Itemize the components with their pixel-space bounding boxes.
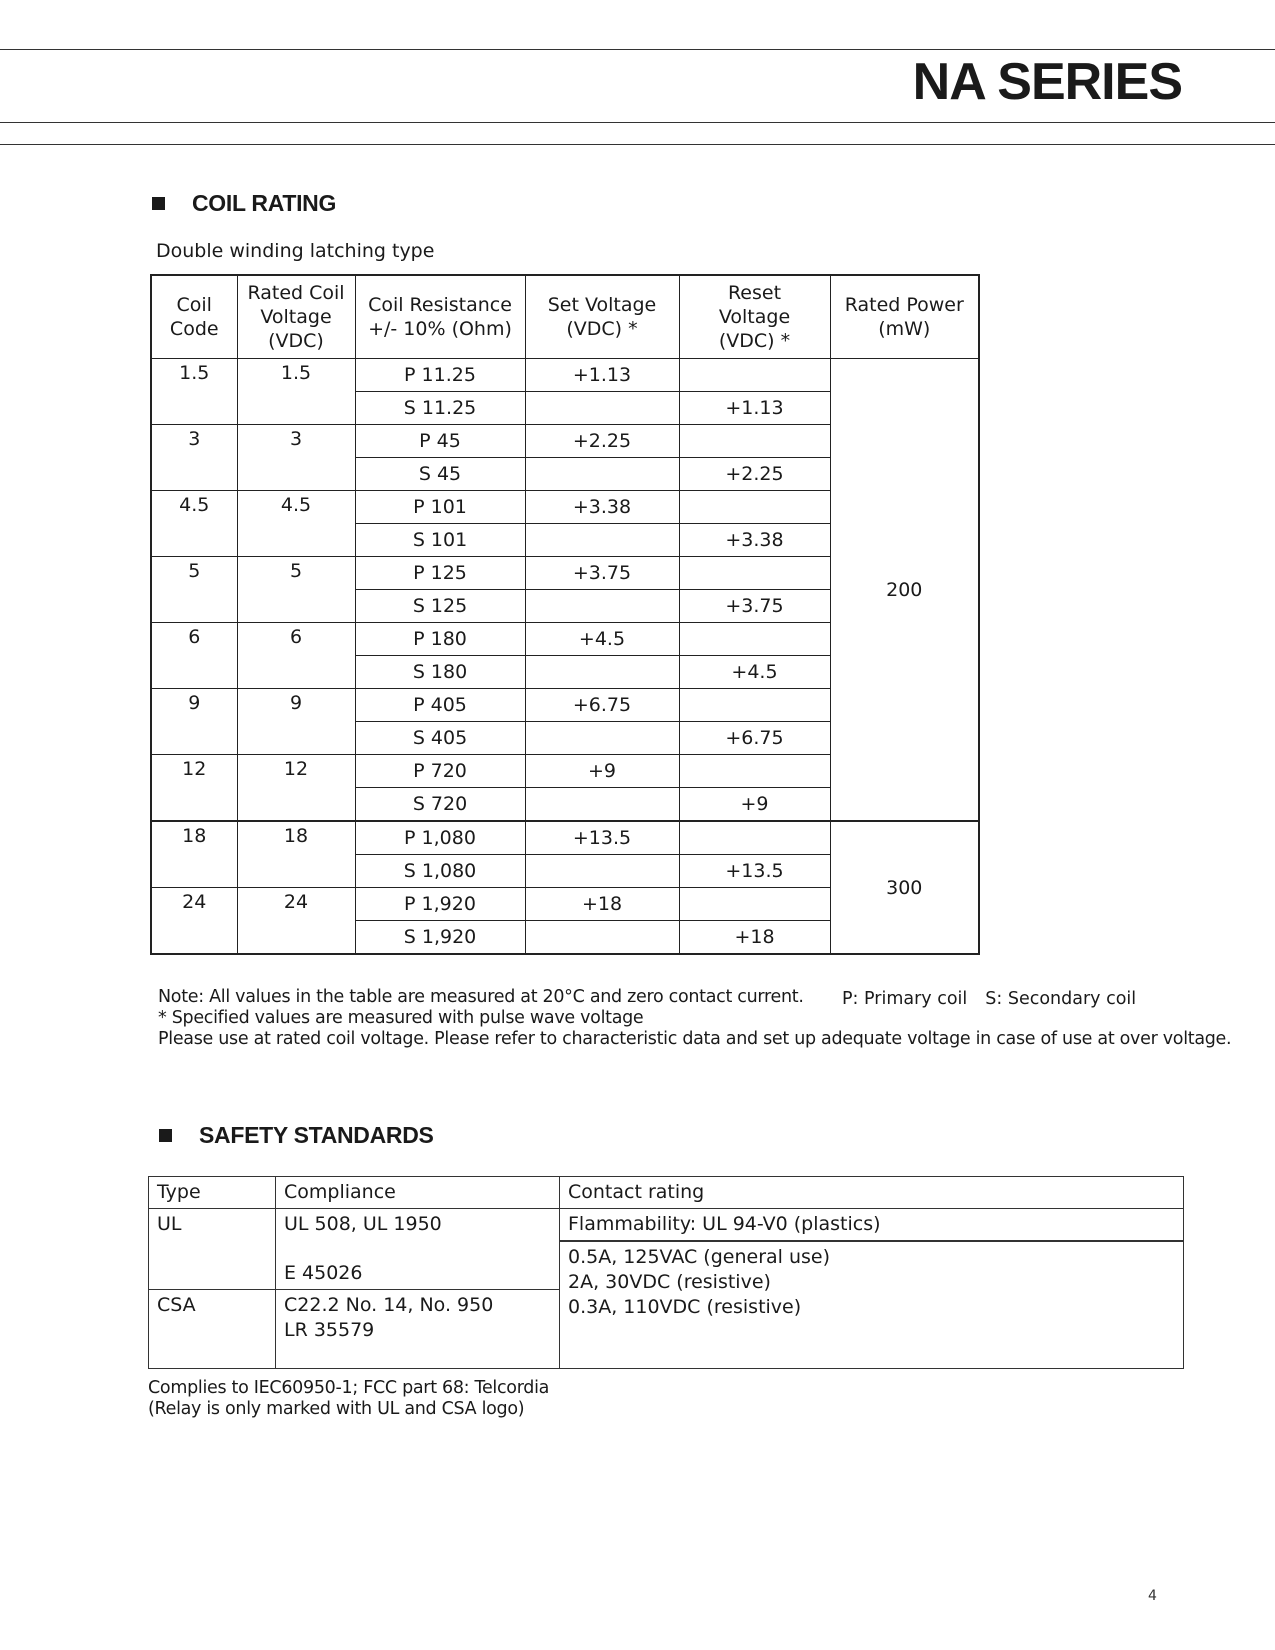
csa-type: CSA (149, 1290, 276, 1369)
coil-resistance-cell: S 45 (355, 458, 525, 491)
coil-resistance-cell: P 405 (355, 689, 525, 722)
square-bullet-icon (152, 197, 165, 210)
set-voltage-cell: +3.38 (525, 491, 679, 524)
rated-voltage-cell: 6 (237, 623, 355, 689)
header-rule-2 (0, 144, 1275, 145)
coil-code-cell: 6 (151, 623, 237, 689)
coil-resistance-cell: S 101 (355, 524, 525, 557)
coil-resistance-cell: P 1,080 (355, 821, 525, 855)
footnote-compliance: Complies to IEC60950-1; FCC part 68: Telcordia (148, 1378, 550, 1398)
reset-voltage-cell (679, 491, 830, 524)
safety-standards-heading (159, 1122, 434, 1149)
set-voltage-cell (525, 458, 679, 491)
rated-voltage-cell: 24 (237, 888, 355, 955)
coil-code-cell: 5 (151, 557, 237, 623)
reset-voltage-cell (679, 359, 830, 392)
csa-standards: C22.2 No. 14, No. 950 (284, 1294, 494, 1316)
reset-voltage-cell: +2.25 (679, 458, 830, 491)
set-voltage-cell: +4.5 (525, 623, 679, 656)
rated-voltage-cell: 1.5 (237, 359, 355, 425)
reset-voltage-cell (679, 888, 830, 921)
page-number: 4 (1148, 1588, 1157, 1604)
reset-voltage-cell (679, 821, 830, 855)
column-header (525, 275, 679, 359)
set-voltage-cell (525, 788, 679, 822)
column-header-line: Rated Coil (247, 282, 345, 304)
safety-standards-table (148, 1176, 1184, 1369)
column-header-line: (VDC) (268, 330, 324, 352)
ul-compliance (276, 1209, 560, 1290)
column-header-line: Rated Power (844, 294, 964, 316)
column-header-line: Code (169, 318, 219, 340)
set-voltage-cell: +1.13 (525, 359, 679, 392)
safety-header-type: Type (149, 1177, 276, 1209)
safety-header-compliance: Compliance (276, 1177, 560, 1209)
ul-standards: UL 508, UL 1950 (284, 1213, 442, 1235)
rating-line: 0.5A, 125VAC (general use) (568, 1246, 831, 1268)
column-header-line: +/- 10% (Ohm) (368, 318, 512, 340)
rated-power-cell: 200 (830, 359, 979, 822)
ul-file: E 45026 (284, 1262, 363, 1284)
column-header (237, 275, 355, 359)
reset-voltage-cell (679, 623, 830, 656)
rated-voltage-cell: 18 (237, 821, 355, 888)
column-header (679, 275, 830, 359)
set-voltage-cell: +9 (525, 755, 679, 788)
reset-voltage-cell: +13.5 (679, 855, 830, 888)
column-header-line: (mW) (878, 318, 931, 340)
coil-resistance-cell: S 1,080 (355, 855, 525, 888)
coil-table-subtitle: Double winding latching type (156, 240, 435, 262)
coil-code-cell: 9 (151, 689, 237, 755)
rating-line: 0.3A, 110VDC (resistive) (568, 1296, 802, 1318)
flammability-rating: Flammability: UL 94-V0 (plastics) (560, 1209, 1184, 1242)
coil-code-cell: 1.5 (151, 359, 237, 425)
column-header (355, 275, 525, 359)
reset-voltage-cell (679, 755, 830, 788)
coil-resistance-cell: P 45 (355, 425, 525, 458)
coil-code-cell: 12 (151, 755, 237, 822)
set-voltage-cell (525, 921, 679, 955)
coil-rating-heading (152, 190, 336, 217)
page-title: NA SERIES (912, 53, 1182, 111)
coil-resistance-cell: S 11.25 (355, 392, 525, 425)
rated-voltage-cell: 5 (237, 557, 355, 623)
legend-primary: P: Primary coil (842, 989, 968, 1009)
column-header (830, 275, 979, 359)
rated-voltage-cell: 3 (237, 425, 355, 491)
reset-voltage-cell (679, 425, 830, 458)
coil-resistance-cell: S 405 (355, 722, 525, 755)
table-row (151, 821, 979, 855)
coil-rating-table (150, 274, 980, 955)
table-row (151, 359, 979, 392)
set-voltage-cell (525, 392, 679, 425)
ul-type: UL (149, 1209, 276, 1290)
set-voltage-cell (525, 656, 679, 689)
note-pulse-wave: * Specified values are measured with pulse wave voltage (158, 1008, 644, 1028)
column-header-line: Reset (727, 282, 782, 304)
set-voltage-cell (525, 524, 679, 557)
column-header-line: (VDC) * (566, 318, 638, 340)
reset-voltage-cell (679, 689, 830, 722)
table-row (149, 1209, 1184, 1242)
coil-code-cell: 4.5 (151, 491, 237, 557)
column-header-line: (VDC) * (718, 330, 791, 352)
footnote-marking: (Relay is only marked with UL and CSA logo) (148, 1399, 525, 1419)
coil-resistance-cell: S 1,920 (355, 921, 525, 955)
coil-resistance-cell: S 180 (355, 656, 525, 689)
coil-rating-heading-text: COIL RATING (192, 190, 337, 216)
reset-voltage-cell: +9 (679, 788, 830, 822)
reset-voltage-cell: +4.5 (679, 656, 830, 689)
rated-power-cell: 300 (830, 821, 979, 954)
square-bullet-icon (159, 1129, 172, 1142)
rated-voltage-cell: 9 (237, 689, 355, 755)
set-voltage-cell (525, 722, 679, 755)
set-voltage-cell: +2.25 (525, 425, 679, 458)
coil-code-cell: 3 (151, 425, 237, 491)
coil-resistance-cell: S 125 (355, 590, 525, 623)
csa-compliance (276, 1290, 560, 1369)
reset-voltage-cell: +3.38 (679, 524, 830, 557)
rating-line: 2A, 30VDC (resistive) (568, 1271, 771, 1293)
coil-resistance-cell: S 720 (355, 788, 525, 822)
column-header-line: Set Voltage (547, 294, 657, 316)
coil-resistance-cell: P 101 (355, 491, 525, 524)
coil-code-cell: 24 (151, 888, 237, 955)
set-voltage-cell: +3.75 (525, 557, 679, 590)
rated-voltage-cell: 4.5 (237, 491, 355, 557)
column-header-line: Coil (176, 294, 212, 316)
header-rule-1 (0, 122, 1275, 123)
coil-resistance-cell: P 11.25 (355, 359, 525, 392)
table-header-row (151, 275, 979, 359)
rated-voltage-cell: 12 (237, 755, 355, 822)
csa-file: LR 35579 (284, 1319, 375, 1341)
coil-resistance-cell: P 1,920 (355, 888, 525, 921)
safety-header-contact: Contact rating (560, 1177, 1184, 1209)
reset-voltage-cell (679, 557, 830, 590)
reset-voltage-cell: +3.75 (679, 590, 830, 623)
legend-secondary: S: Secondary coil (985, 989, 1137, 1009)
reset-voltage-cell: +1.13 (679, 392, 830, 425)
header-top-rule (0, 49, 1275, 50)
safety-heading-text: SAFETY STANDARDS (199, 1122, 434, 1148)
coil-legend (842, 989, 1136, 1009)
set-voltage-cell: +13.5 (525, 821, 679, 855)
table-row (149, 1177, 1184, 1209)
note-rated-voltage: Please use at rated coil voltage. Please refer to characteristic data and set up adequate voltage in case of use at over voltage. (158, 1029, 1232, 1049)
contact-ratings (560, 1241, 1184, 1369)
coil-resistance-cell: P 125 (355, 557, 525, 590)
set-voltage-cell: +6.75 (525, 689, 679, 722)
column-header-line: Coil Resistance (368, 294, 512, 316)
column-header-line: Voltage (718, 306, 791, 328)
note-measurement: Note: All values in the table are measured at 20°C and zero contact current. (158, 987, 804, 1007)
reset-voltage-cell: +18 (679, 921, 830, 955)
set-voltage-cell (525, 590, 679, 623)
set-voltage-cell: +18 (525, 888, 679, 921)
set-voltage-cell (525, 855, 679, 888)
reset-voltage-cell: +6.75 (679, 722, 830, 755)
column-header-line: Voltage (260, 306, 332, 328)
coil-resistance-cell: P 720 (355, 755, 525, 788)
coil-code-cell: 18 (151, 821, 237, 888)
column-header (151, 275, 237, 359)
coil-resistance-cell: P 180 (355, 623, 525, 656)
